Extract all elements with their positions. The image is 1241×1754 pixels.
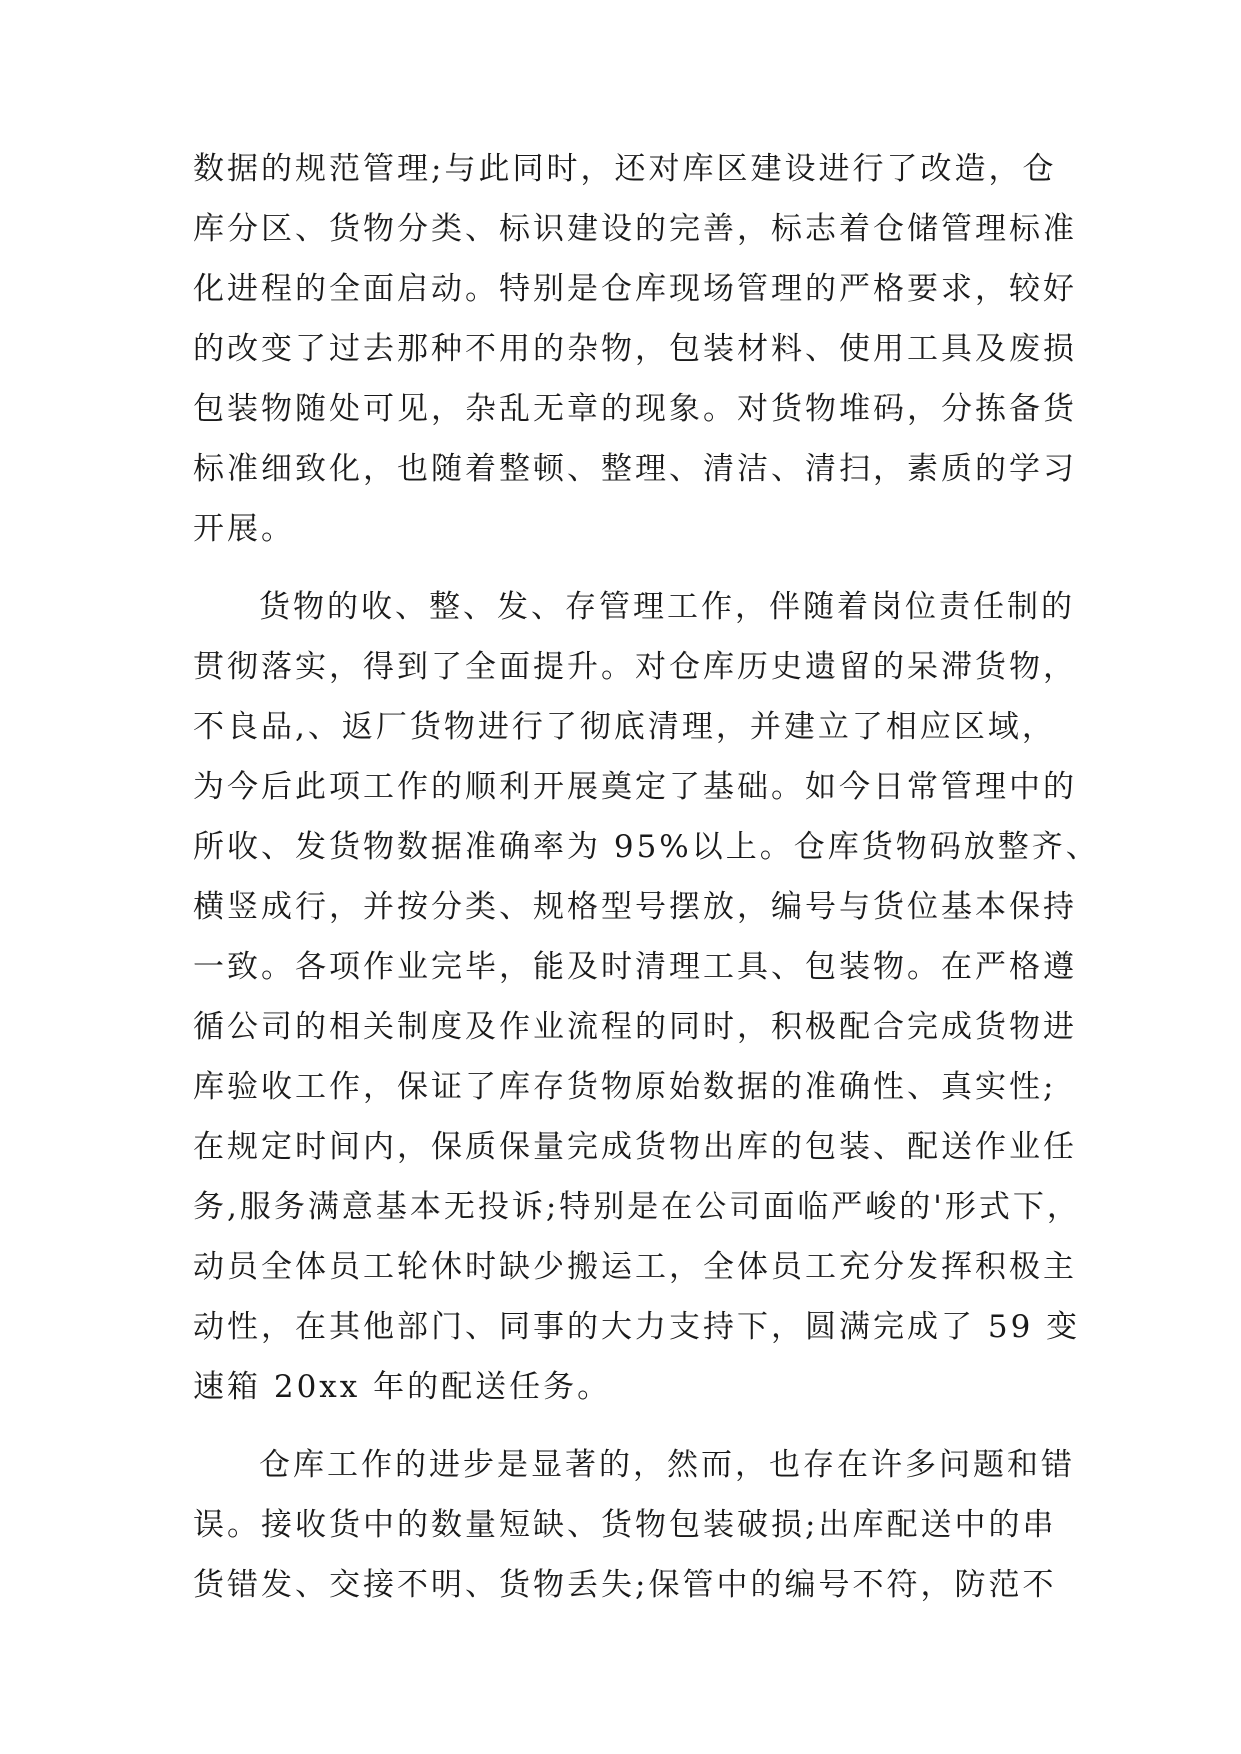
text-line: 数据的规范管理;与此同时，还对库区建设进行了改造，仓 — [193, 151, 1057, 187]
text-line: 误。接收货中的数量短缺、货物包装破损;出库配送中的串 — [193, 1507, 1057, 1543]
text-line: 循公司的相关制度及作业流程的同时，积极配合完成货物进 — [193, 1009, 1077, 1045]
text-line: 务,服务满意基本无投诉;特别是在公司面临严峻的'形式下， — [193, 1189, 1081, 1225]
text-line: 在规定时间内，保质保量完成货物出库的包装、配送作业任 — [193, 1129, 1077, 1165]
text-line: 所收、发货物数据准确率为 95%以上。仓库货物码放整齐、 — [193, 829, 1100, 865]
text-line: 不良品,、返厂货物进行了彻底清理，并建立了相应区域， — [193, 709, 1056, 745]
text-line: 开展。 — [193, 511, 295, 547]
paragraph-2 — [193, 577, 1100, 1417]
text-line: 速箱 20xx 年的配送任务。 — [193, 1369, 612, 1405]
text-line: 库分区、货物分类、标识建设的完善，标志着仓储管理标准 — [193, 211, 1077, 247]
text-line: 动性，在其他部门、同事的大力支持下，圆满完成了 59 变 — [193, 1309, 1081, 1345]
text-line: 的改变了过去那种不用的杂物，包装材料、使用工具及废损 — [193, 331, 1077, 367]
text-line: 货错发、交接不明、货物丢失;保管中的编号不符，防范不 — [193, 1567, 1057, 1603]
text-line: 货物的收、整、发、存管理工作，伴随着岗位责任制的 — [259, 589, 1075, 625]
text-line: 贯彻落实，得到了全面提升。对仓库历史遗留的呆滞货物， — [193, 649, 1077, 685]
text-line: 库验收工作，保证了库存货物原始数据的准确性、真实性; — [193, 1069, 1057, 1105]
text-line: 动员全体员工轮休时缺少搬运工，全体员工充分发挥积极主 — [193, 1249, 1077, 1285]
text-line: 仓库工作的进步是显著的，然而，也存在许多问题和错 — [259, 1447, 1075, 1483]
paragraph-1 — [193, 139, 1077, 559]
text-line: 横竖成行，并按分类、规格型号摆放，编号与货位基本保持 — [193, 889, 1077, 925]
text-line: 为今后此项工作的顺利开展奠定了基础。如今日常管理中的 — [193, 769, 1077, 805]
text-line: 标准细致化，也随着整顿、整理、清洁、清扫，素质的学习 — [193, 451, 1077, 487]
text-line: 包装物随处可见，杂乱无章的现象。对货物堆码，分拣备货 — [193, 391, 1077, 427]
text-line: 一致。各项作业完毕，能及时清理工具、包装物。在严格遵 — [193, 949, 1077, 985]
paragraph-3 — [193, 1435, 1075, 1615]
document-body — [193, 139, 1100, 1615]
text-line: 化进程的全面启动。特别是仓库现场管理的严格要求，较好 — [193, 271, 1077, 307]
